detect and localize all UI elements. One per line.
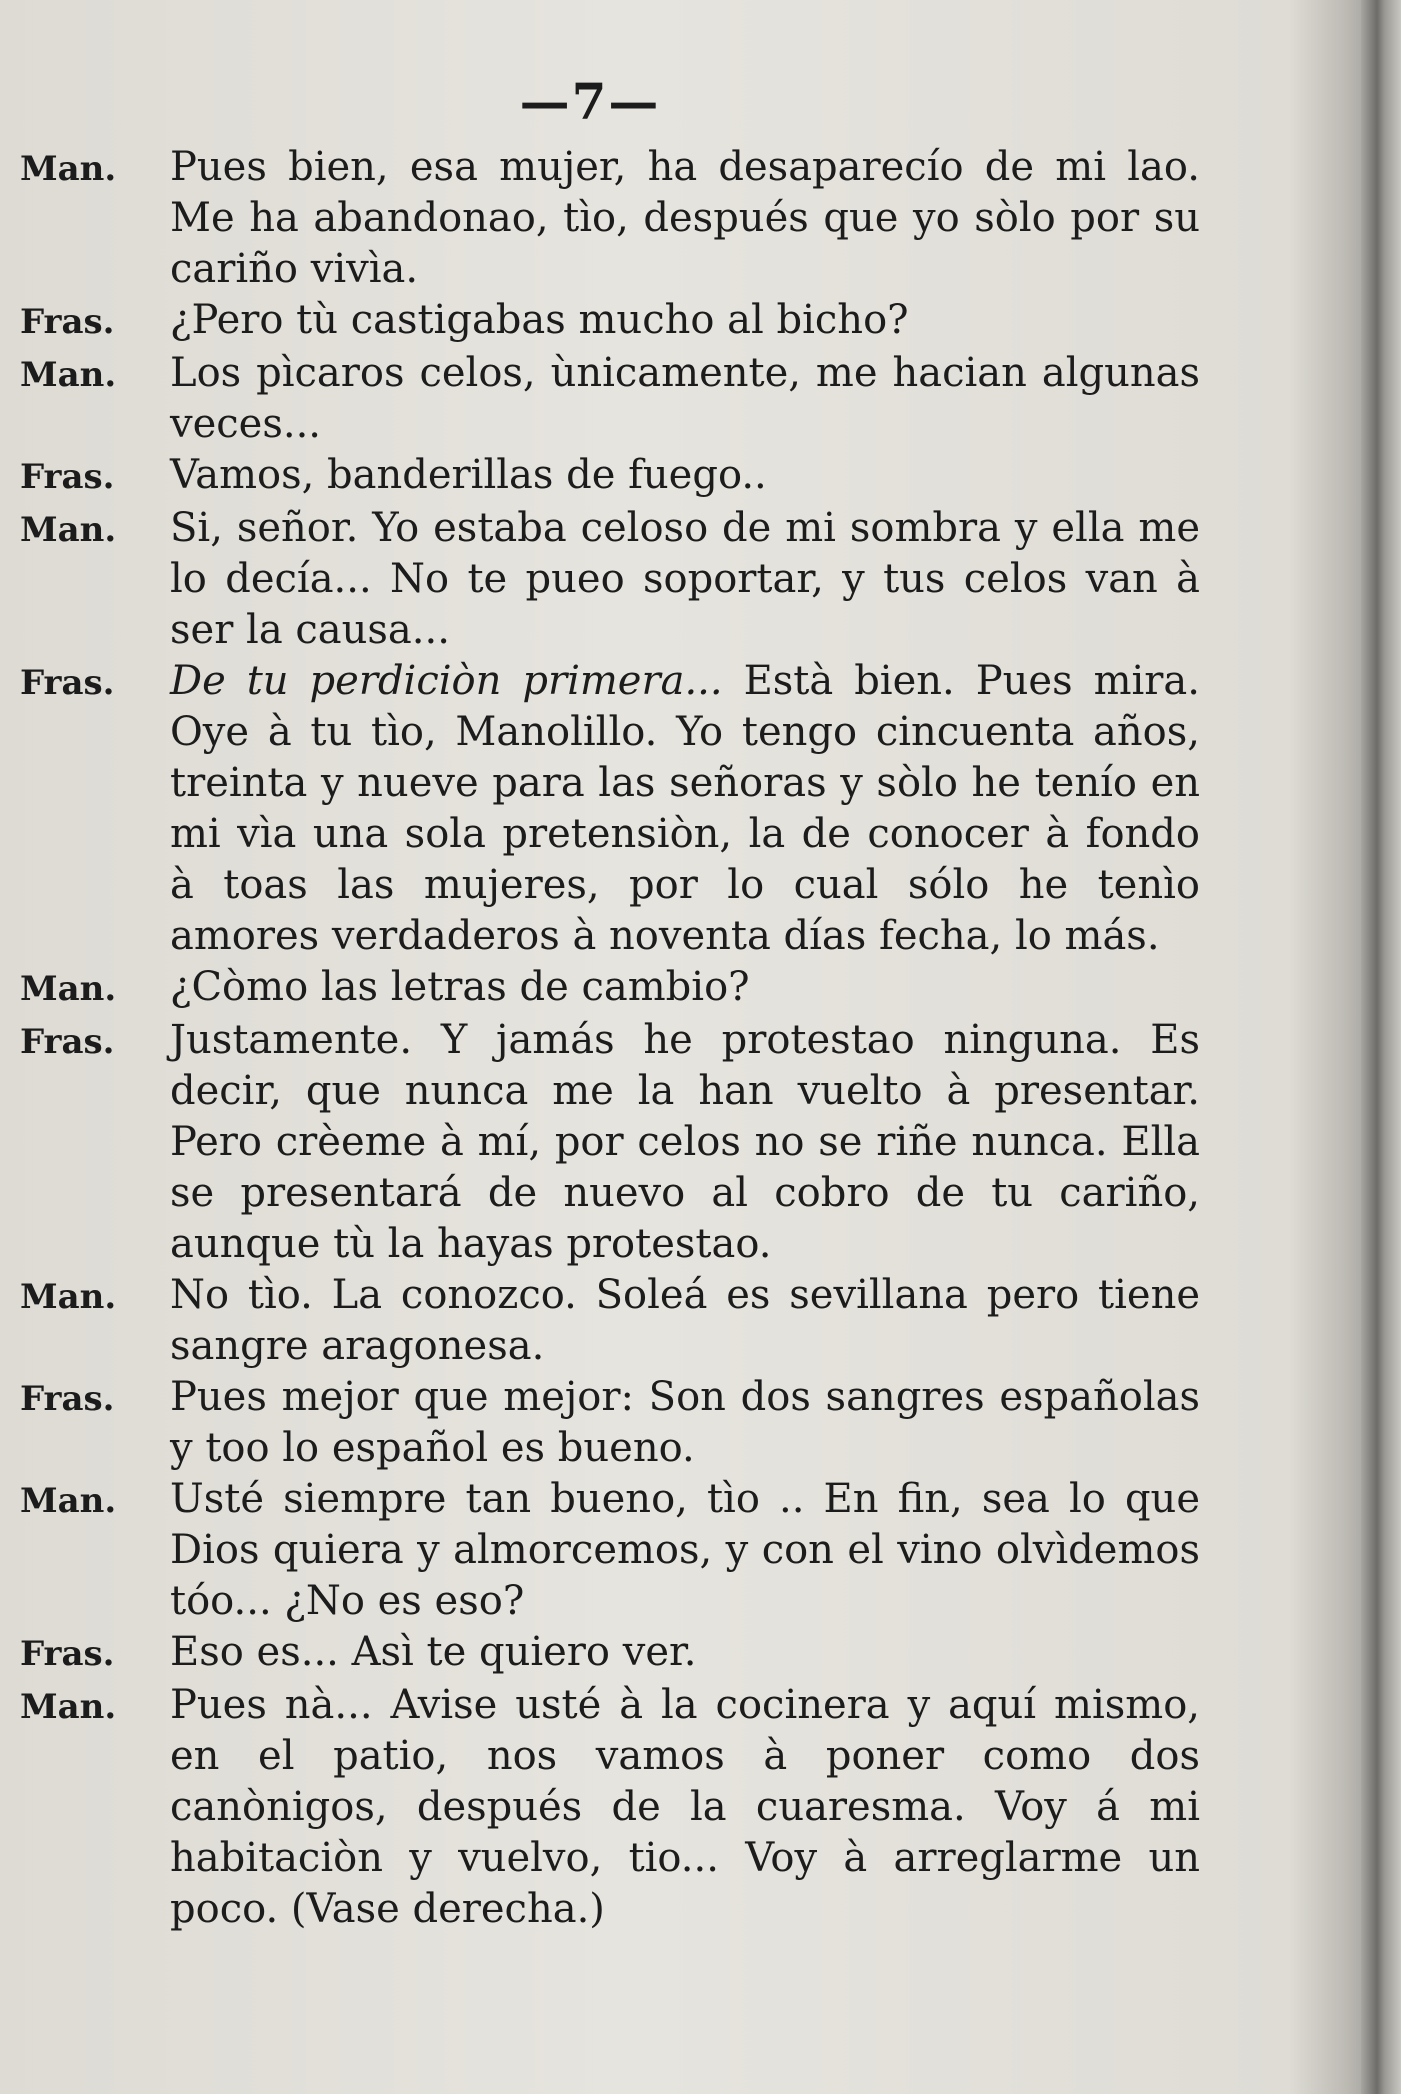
speech-text: De tu perdiciòn primera... Està bien. Pues mira. Oye à tu tìo, Manolillo. Yo tengo cincuenta años, treinta y nueve para las señoras y sòlo he tenío en mi vìa una sola pretensiòn, la de conocer à fondo à toas las mujeres, por lo cual sólo he tenìo amores verdaderos à noventa días fecha, lo más. <box>170 658 1200 959</box>
speech-text: Vamos, banderillas de fuego.. <box>170 452 767 498</box>
dialogue-entry <box>20 348 1220 450</box>
dialogue-entry <box>20 1270 1220 1372</box>
speaker-name: Fras. <box>20 1379 115 1419</box>
speech-text: No tìo. La conozco. Soleá es sevillana pero tiene sangre aragonesa. <box>170 1272 1200 1369</box>
speaker-name: Fras. <box>20 1634 115 1674</box>
dialogue-entry <box>20 1015 1220 1270</box>
dialogue-entry <box>20 450 1220 503</box>
dialogue-entry <box>20 1627 1220 1680</box>
speech-text: Pues nà... Avise usté à la cocinera y aquí mismo, en el patio, nos vamos à poner como dos canònigos, después de la cuaresma. Voy á mi habitaciòn y vuelvo, tio... Voy à arreglarme un poco. (Vase derecha.) <box>170 1682 1200 1932</box>
speaker-name: Man. <box>20 149 117 189</box>
dialogue-entry <box>20 295 1220 348</box>
page-number: —7— <box>519 72 661 131</box>
dialogue <box>20 142 1220 1935</box>
speaker-name: Man. <box>20 510 117 550</box>
dialogue-entry <box>20 962 1220 1015</box>
dialogue-entry <box>20 142 1220 295</box>
speech-text: ¿Còmo las letras de cambio? <box>170 964 750 1010</box>
speaker-name: Man. <box>20 1687 117 1727</box>
speech-text: Justamente. Y jamás he protestao ninguna. Es decir, que nunca me la han vuelto à presentar. Pero crèeme à mí, por celos no se riñe nunca. Ella se presentará de nuevo al cobro de tu cariño, aunque tù la hayas protestao. <box>170 1017 1200 1267</box>
dialogue-entry <box>20 656 1220 962</box>
speech-text: Usté siempre tan bueno, tìo .. En fin, sea lo que Dios quiera y almorcemos, y con el vino olvìdemos tóo... ¿No es eso? <box>170 1476 1200 1624</box>
speaker-name: Man. <box>20 1277 117 1317</box>
speaker-name: Man. <box>20 1481 117 1521</box>
speaker-name: Man. <box>20 355 117 395</box>
speech-text: Pues mejor que mejor: Son dos sangres españolas y too lo español es bueno. <box>170 1374 1200 1471</box>
speech-text: ¿Pero tù castigabas mucho al bicho? <box>170 297 909 343</box>
speaker-name: Fras. <box>20 663 115 703</box>
dialogue-entry <box>20 1372 1220 1474</box>
speech-text: Pues bien, esa mujer, ha desaparecío de mi lao. Me ha abandonao, tìo, después que yo sòlo por su cariño vivìa. <box>170 144 1200 292</box>
speaker-name: Fras. <box>20 302 115 342</box>
dialogue-entry <box>20 503 1220 656</box>
italic-quote: De tu perdiciòn primera... <box>170 658 723 704</box>
speaker-name: Fras. <box>20 457 115 497</box>
speaker-name: Fras. <box>20 1022 115 1062</box>
speech-text: Eso es... Asì te quiero ver. <box>170 1629 697 1675</box>
speech-text: Si, señor. Yo estaba celoso de mi sombra y ella me lo decía... No te pueo soportar, y tus celos van à ser la causa... <box>170 505 1200 653</box>
dialogue-entry <box>20 1680 1220 1935</box>
dialogue-entry <box>20 1474 1220 1627</box>
speech-text: Los pìcaros celos, ùnicamente, me hacian algunas veces... <box>170 350 1200 447</box>
speaker-name: Man. <box>20 969 117 1009</box>
page-edge-shadow <box>1361 0 1401 2094</box>
